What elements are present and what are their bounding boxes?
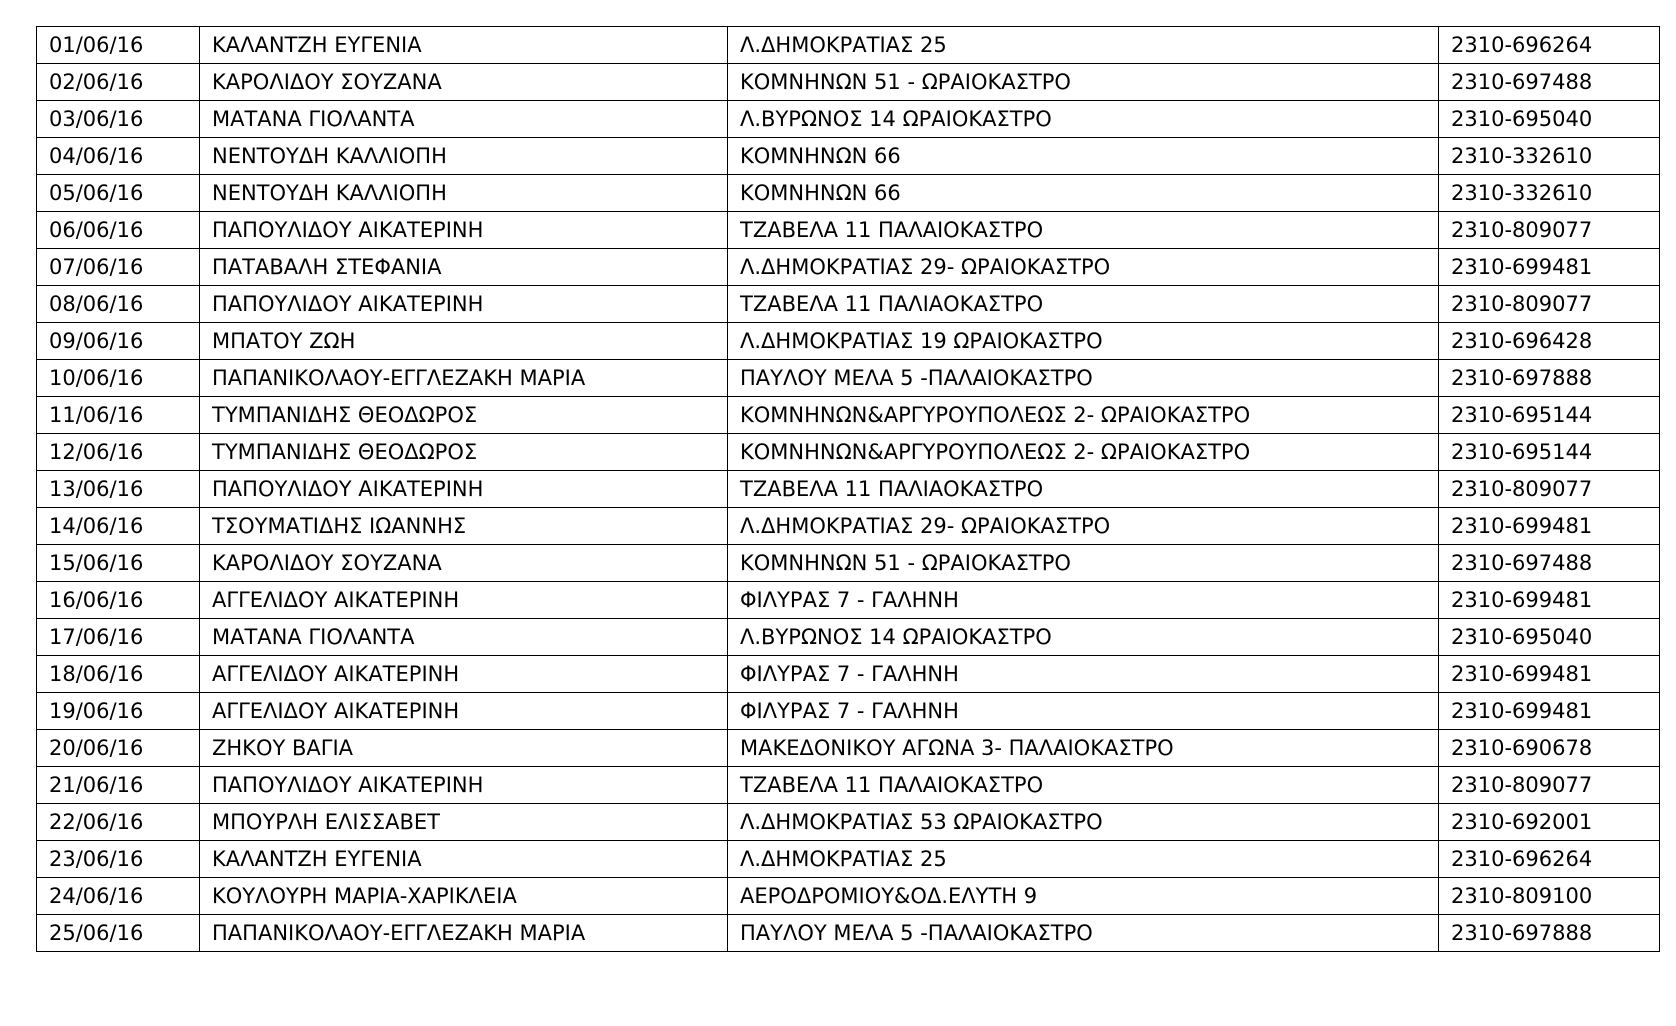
phone-cell: 2310-332610 (1439, 138, 1660, 175)
table-row (37, 619, 1660, 656)
address-cell: ΑΕΡΟΔΡΟΜΙΟΥ&ΟΔ.ΕΛΥΤΗ 9 (728, 878, 1439, 915)
name-cell: ΚΟΥΛΟΥΡΗ ΜΑΡΙΑ-ΧΑΡΙΚΛΕΙΑ (200, 878, 728, 915)
phone-cell: 2310-699481 (1439, 656, 1660, 693)
name-cell: ΜΑΤΑΝΑ ΓΙΟΛΑΝΤΑ (200, 619, 728, 656)
date-cell: 07/06/16 (37, 249, 200, 286)
address-cell: ΦΙΛΥΡΑΣ 7 - ΓΑΛΗΝΗ (728, 656, 1439, 693)
phone-cell: 2310-695040 (1439, 101, 1660, 138)
table-row (37, 323, 1660, 360)
name-cell: ΜΠΑΤΟΥ ΖΩΗ (200, 323, 728, 360)
date-cell: 20/06/16 (37, 730, 200, 767)
address-cell: ΚΟΜΝΗΝΩΝ 66 (728, 175, 1439, 212)
name-cell: ΖΗΚΟΥ ΒΑΓΙΑ (200, 730, 728, 767)
phone-cell: 2310-699481 (1439, 508, 1660, 545)
phone-cell: 2310-696428 (1439, 323, 1660, 360)
date-cell: 09/06/16 (37, 323, 200, 360)
name-cell: ΑΓΓΕΛΙΔΟΥ ΑΙΚΑΤΕΡΙΝΗ (200, 693, 728, 730)
address-cell: ΠΑΥΛΟΥ ΜΕΛΑ 5 -ΠΑΛΑΙΟΚΑΣΤΡΟ (728, 360, 1439, 397)
table-row (37, 804, 1660, 841)
date-cell: 10/06/16 (37, 360, 200, 397)
table-row (37, 841, 1660, 878)
name-cell: ΤΥΜΠΑΝΙΔΗΣ ΘΕΟΔΩΡΟΣ (200, 434, 728, 471)
address-cell: Λ.ΔΗΜΟΚΡΑΤΙΑΣ 19 ΩΡΑΙΟΚΑΣΤΡΟ (728, 323, 1439, 360)
table-row (37, 730, 1660, 767)
table-row (37, 693, 1660, 730)
address-cell: ΠΑΥΛΟΥ ΜΕΛΑ 5 -ΠΑΛΑΙΟΚΑΣΤΡΟ (728, 915, 1439, 952)
address-cell: Λ.ΔΗΜΟΚΡΑΤΙΑΣ 29- ΩΡΑΙΟΚΑΣΤΡΟ (728, 249, 1439, 286)
name-cell: ΑΓΓΕΛΙΔΟΥ ΑΙΚΑΤΕΡΙΝΗ (200, 582, 728, 619)
date-cell: 25/06/16 (37, 915, 200, 952)
address-cell: Λ.ΔΗΜΟΚΡΑΤΙΑΣ 29- ΩΡΑΙΟΚΑΣΤΡΟ (728, 508, 1439, 545)
date-cell: 17/06/16 (37, 619, 200, 656)
table-row (37, 249, 1660, 286)
table-row (37, 915, 1660, 952)
phone-cell: 2310-695144 (1439, 397, 1660, 434)
date-cell: 05/06/16 (37, 175, 200, 212)
address-cell: ΚΟΜΝΗΝΩΝ 51 - ΩΡΑΙΟΚΑΣΤΡΟ (728, 64, 1439, 101)
phone-cell: 2310-697488 (1439, 64, 1660, 101)
name-cell: ΠΑΠΟΥΛΙΔΟΥ ΑΙΚΑΤΕΡΙΝΗ (200, 286, 728, 323)
date-cell: 06/06/16 (37, 212, 200, 249)
name-cell: ΚΑΛΑΝΤΖΗ ΕΥΓΕΝΙΑ (200, 27, 728, 64)
date-cell: 03/06/16 (37, 101, 200, 138)
address-cell: ΦΙΛΥΡΑΣ 7 - ΓΑΛΗΝΗ (728, 693, 1439, 730)
phone-cell: 2310-809077 (1439, 471, 1660, 508)
phone-cell: 2310-696264 (1439, 841, 1660, 878)
phone-cell: 2310-809077 (1439, 767, 1660, 804)
table-row (37, 212, 1660, 249)
table-row (37, 138, 1660, 175)
address-cell: Λ.ΒΥΡΩΝΟΣ 14 ΩΡΑΙΟΚΑΣΤΡΟ (728, 619, 1439, 656)
date-cell: 19/06/16 (37, 693, 200, 730)
table-row (37, 64, 1660, 101)
name-cell: ΑΓΓΕΛΙΔΟΥ ΑΙΚΑΤΕΡΙΝΗ (200, 656, 728, 693)
phone-cell: 2310-699481 (1439, 693, 1660, 730)
date-cell: 08/06/16 (37, 286, 200, 323)
address-cell: Λ.ΒΥΡΩΝΟΣ 14 ΩΡΑΙΟΚΑΣΤΡΟ (728, 101, 1439, 138)
document-page (36, 26, 1659, 952)
address-cell: ΦΙΛΥΡΑΣ 7 - ΓΑΛΗΝΗ (728, 582, 1439, 619)
name-cell: ΚΑΛΑΝΤΖΗ ΕΥΓΕΝΙΑ (200, 841, 728, 878)
name-cell: ΚΑΡΟΛΙΔΟΥ ΣΟΥΖΑΝΑ (200, 545, 728, 582)
table-row (37, 656, 1660, 693)
phone-cell: 2310-332610 (1439, 175, 1660, 212)
name-cell: ΤΣΟΥΜΑΤΙΔΗΣ ΙΩΑΝΝΗΣ (200, 508, 728, 545)
table-row (37, 582, 1660, 619)
phone-cell: 2310-699481 (1439, 582, 1660, 619)
phone-cell: 2310-809100 (1439, 878, 1660, 915)
address-cell: ΤΖΑΒΕΛΑ 11 ΠΑΛΑΙΟΚΑΣΤΡΟ (728, 212, 1439, 249)
table-row (37, 471, 1660, 508)
table-row (37, 175, 1660, 212)
date-cell: 15/06/16 (37, 545, 200, 582)
name-cell: ΠΑΤΑΒΑΛΗ ΣΤΕΦΑΝΙΑ (200, 249, 728, 286)
address-cell: Λ.ΔΗΜΟΚΡΑΤΙΑΣ 53 ΩΡΑΙΟΚΑΣΤΡΟ (728, 804, 1439, 841)
address-cell: ΤΖΑΒΕΛΑ 11 ΠΑΛΙΑΟΚΑΣΤΡΟ (728, 286, 1439, 323)
date-cell: 01/06/16 (37, 27, 200, 64)
table-row (37, 27, 1660, 64)
phone-cell: 2310-690678 (1439, 730, 1660, 767)
name-cell: ΤΥΜΠΑΝΙΔΗΣ ΘΕΟΔΩΡΟΣ (200, 397, 728, 434)
table-body (37, 27, 1660, 952)
date-cell: 11/06/16 (37, 397, 200, 434)
date-cell: 04/06/16 (37, 138, 200, 175)
phone-cell: 2310-695144 (1439, 434, 1660, 471)
table-row (37, 101, 1660, 138)
address-cell: ΤΖΑΒΕΛΑ 11 ΠΑΛΑΙΟΚΑΣΤΡΟ (728, 767, 1439, 804)
address-cell: ΚΟΜΝΗΝΩΝ&ΑΡΓΥΡΟΥΠΟΛΕΩΣ 2- ΩΡΑΙΟΚΑΣΤΡΟ (728, 397, 1439, 434)
pharmacy-duty-table (36, 26, 1660, 952)
name-cell: ΠΑΠΟΥΛΙΔΟΥ ΑΙΚΑΤΕΡΙΝΗ (200, 212, 728, 249)
date-cell: 14/06/16 (37, 508, 200, 545)
name-cell: ΝΕΝΤΟΥΔΗ ΚΑΛΛΙΟΠΗ (200, 138, 728, 175)
table-row (37, 878, 1660, 915)
date-cell: 13/06/16 (37, 471, 200, 508)
phone-cell: 2310-697888 (1439, 915, 1660, 952)
address-cell: ΤΖΑΒΕΛΑ 11 ΠΑΛΙΑΟΚΑΣΤΡΟ (728, 471, 1439, 508)
phone-cell: 2310-695040 (1439, 619, 1660, 656)
table-row (37, 767, 1660, 804)
date-cell: 18/06/16 (37, 656, 200, 693)
address-cell: Λ.ΔΗΜΟΚΡΑΤΙΑΣ 25 (728, 841, 1439, 878)
name-cell: ΝΕΝΤΟΥΔΗ ΚΑΛΛΙΟΠΗ (200, 175, 728, 212)
phone-cell: 2310-809077 (1439, 286, 1660, 323)
table-row (37, 545, 1660, 582)
date-cell: 02/06/16 (37, 64, 200, 101)
phone-cell: 2310-696264 (1439, 27, 1660, 64)
table-row (37, 434, 1660, 471)
name-cell: ΠΑΠΑΝΙΚΟΛΑΟΥ-ΕΓΓΛΕΖΑΚΗ ΜΑΡΙΑ (200, 360, 728, 397)
address-cell: ΜΑΚΕΔΟΝΙΚΟΥ ΑΓΩΝΑ 3- ΠΑΛΑΙΟΚΑΣΤΡΟ (728, 730, 1439, 767)
date-cell: 24/06/16 (37, 878, 200, 915)
name-cell: ΠΑΠΟΥΛΙΔΟΥ ΑΙΚΑΤΕΡΙΝΗ (200, 471, 728, 508)
address-cell: ΚΟΜΝΗΝΩΝ&ΑΡΓΥΡΟΥΠΟΛΕΩΣ 2- ΩΡΑΙΟΚΑΣΤΡΟ (728, 434, 1439, 471)
date-cell: 16/06/16 (37, 582, 200, 619)
phone-cell: 2310-809077 (1439, 212, 1660, 249)
address-cell: Λ.ΔΗΜΟΚΡΑΤΙΑΣ 25 (728, 27, 1439, 64)
phone-cell: 2310-692001 (1439, 804, 1660, 841)
address-cell: ΚΟΜΝΗΝΩΝ 51 - ΩΡΑΙΟΚΑΣΤΡΟ (728, 545, 1439, 582)
date-cell: 23/06/16 (37, 841, 200, 878)
phone-cell: 2310-697888 (1439, 360, 1660, 397)
address-cell: ΚΟΜΝΗΝΩΝ 66 (728, 138, 1439, 175)
table-row (37, 286, 1660, 323)
table-row (37, 397, 1660, 434)
table-row (37, 508, 1660, 545)
date-cell: 12/06/16 (37, 434, 200, 471)
table-row (37, 360, 1660, 397)
phone-cell: 2310-697488 (1439, 545, 1660, 582)
date-cell: 21/06/16 (37, 767, 200, 804)
name-cell: ΠΑΠΑΝΙΚΟΛΑΟΥ-ΕΓΓΛΕΖΑΚΗ ΜΑΡΙΑ (200, 915, 728, 952)
name-cell: ΜΑΤΑΝΑ ΓΙΟΛΑΝΤΑ (200, 101, 728, 138)
name-cell: ΜΠΟΥΡΛΗ ΕΛΙΣΣΑΒΕΤ (200, 804, 728, 841)
name-cell: ΠΑΠΟΥΛΙΔΟΥ ΑΙΚΑΤΕΡΙΝΗ (200, 767, 728, 804)
name-cell: ΚΑΡΟΛΙΔΟΥ ΣΟΥΖΑΝΑ (200, 64, 728, 101)
date-cell: 22/06/16 (37, 804, 200, 841)
phone-cell: 2310-699481 (1439, 249, 1660, 286)
